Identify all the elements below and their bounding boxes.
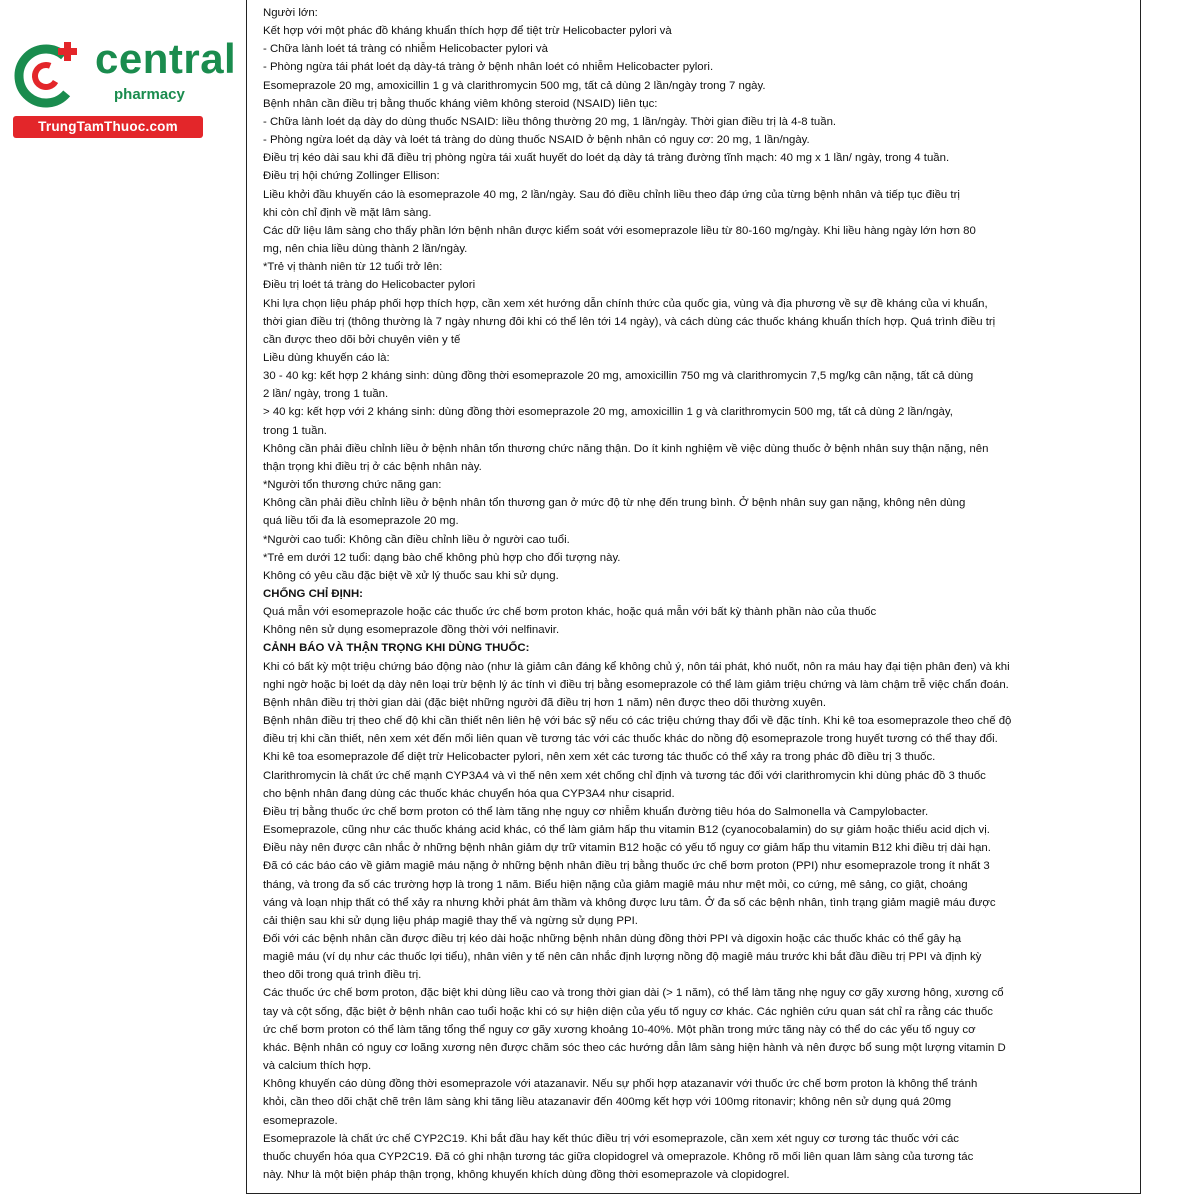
text-line: thuốc chuyển hóa qua CYP2C19. Đã có ghi nhận tương tác giữa clopidogrel và omeprazole. Không rõ mối liên quan lâm sàng của tương tác	[263, 1150, 974, 1163]
text-line: Không cần phải điều chỉnh liều ở bệnh nhân tổn thương chức năng thận. Do ít kinh nghiệm về việc dùng thuốc ở bệnh nhân suy thận nặng, nên	[263, 442, 989, 455]
text-line: Điều trị hội chứng Zollinger Ellison:	[263, 170, 440, 183]
text-line: cho bệnh nhân đang dùng các thuốc khác chuyển hóa qua CYP3A4 như cisaprid.	[263, 787, 675, 800]
text-line: Liều dùng khuyến cáo là:	[263, 351, 390, 364]
text-line: magiê máu (ví dụ như các thuốc lợi tiểu), nhân viên y tế nên cân nhắc định lượng nồng độ magiê máu trước khi bắt đầu điều trị PPI và định kỳ	[263, 951, 982, 964]
text-line: Liều khởi đầu khuyến cáo là esomeprazole 40 mg, 2 lần/ngày. Sau đó điều chỉnh liều theo đáp ứng của từng bệnh nhân và tiếp tục điều trị	[263, 188, 960, 201]
text-line: Khi có bất kỳ một triệu chứng báo động nào (như là giảm cân đáng kể không chủ ý, nôn tái phát, khó nuốt, nôn ra máu hay đại tiện phân đen) và khi	[263, 660, 1010, 673]
text-line: 2 lần/ ngày, trong 1 tuần.	[263, 388, 389, 401]
text-line: Khi kê toa esomeprazole để diệt trừ Helicobacter pylori, nên xem xét các tương tác thuốc có thể xảy ra trong phác đồ điều trị 3 thuốc.	[263, 751, 936, 764]
text-line: thận trọng khi điều trị ở các bệnh nhân này.	[263, 460, 482, 473]
text-line: *Người cao tuổi: Không cần điều chỉnh liều ở người cao tuổi.	[263, 533, 570, 546]
text-line: Không khuyến cáo dùng đồng thời esomeprazole với atazanavir. Nếu sự phối hợp atazanavir với thuốc ức chế bơm proton là không thể tránh	[263, 1078, 978, 1091]
text-line: - Phòng ngừa tái phát loét dạ dày-tá tràng ở bệnh nhân loét có nhiễm Helicobacter pylori.	[263, 61, 714, 74]
text-line: khi còn chỉ định về mặt lâm sàng.	[263, 206, 432, 219]
text-line: Điều trị loét tá tràng do Helicobacter pylori	[263, 279, 476, 292]
section-heading: CẢNH BÁO VÀ THẬN TRỌNG KHI DÙNG THUỐC:	[263, 642, 530, 655]
text-line: Các dữ liệu lâm sàng cho thấy phần lớn bệnh nhân được kiểm soát với esomeprazole liều từ 80-160 mg/ngày. Khi liều hàng ngày lớn hơn 80	[263, 224, 976, 237]
section-heading: CHỐNG CHỈ ĐỊNH:	[263, 588, 363, 600]
text-line: mg, nên chia liều dùng thành 2 lần/ngày.	[263, 243, 468, 256]
text-line: *Trẻ vị thành niên từ 12 tuổi trở lên:	[263, 261, 443, 274]
text-line: và calcium thích hợp.	[263, 1060, 372, 1073]
text-line: Bệnh nhân điều trị thời gian dài (đặc biệt những người đã điều trị hơn 1 năm) nên được theo dõi thường xuyên.	[263, 696, 827, 709]
central-pharmacy-logo	[10, 35, 237, 136]
leaflet-page	[246, 0, 1141, 1194]
text-line: Không có yêu cầu đặc biệt về xử lý thuốc sau khi sử dụng.	[263, 569, 559, 582]
text-line: Đã có các báo cáo về giảm magiê máu nặng ở những bệnh nhân điều trị bằng thuốc ức chế bơm proton (PPI) như esomeprazole trong ít nhất 3	[263, 860, 990, 873]
text-line: Clarithromycin là chất ức chế mạnh CYP3A4 và vì thế nên xem xét chống chỉ định và tương tác đối với clarithromycin khi dùng phác đồ 3 thuốc	[263, 769, 986, 782]
text-line: esomeprazole.	[263, 1114, 338, 1127]
text-line: thời gian điều trị (thông thường là 7 ngày nhưng đôi khi có thể lên tới 14 ngày), và cách dùng các thuốc kháng khuẩn thích hợp. Quá trình điều trị	[263, 315, 996, 328]
text-line: quá liều tối đa là esomeprazole 20 mg.	[263, 515, 459, 528]
text-line: điều trị khi cần thiết, nên xem xét đến mối liên quan về tương tác với các thuốc khác do nồng độ esomeprazole trong huyết tương có thể thay đổi.	[263, 733, 998, 746]
text-line: Kết hợp với một phác đồ kháng khuẩn thích hợp để tiệt trừ Helicobacter pylori và	[263, 25, 672, 38]
logo-website: TrungTamThuoc.com	[13, 116, 203, 138]
text-line: theo dõi trong quá trình điều trị.	[263, 969, 422, 982]
text-line: này. Như là một biện pháp thận trọng, không khuyến khích dùng đồng thời esomeprazole và clopidogrel.	[263, 1169, 790, 1181]
text-line: khác. Bệnh nhân có nguy cơ loãng xương nên được chăm sóc theo các hướng dẫn lâm sàng hiện hành và nên được bổ sung một lượng vitamin D	[263, 1041, 1006, 1054]
text-line: trong 1 tuần.	[263, 424, 327, 437]
text-line: tay và cột sống, đặc biệt ở bệnh nhân cao tuổi hoặc khi có sự hiện diện của yếu tố nguy cơ khác. Các nghiên cứu quan sát chỉ ra rằng các thuốc	[263, 1005, 993, 1018]
text-line: váng và loạn nhịp thất có thể xảy ra nhưng khởi phát âm thầm và không được lưu tâm. Ở đa số các bệnh nhân, tình trạng giảm magiê máu được	[263, 896, 996, 909]
text-line: Điều trị bằng thuốc ức chế bơm proton có thể làm tăng nhẹ nguy cơ nhiễm khuẩn đường tiêu hóa do Salmonella và Campylobacter.	[263, 805, 929, 818]
text-line: cần được theo dõi bởi chuyên viên y tế	[263, 333, 461, 346]
text-line: tháng, và trong đa số các trường hợp là trong 1 năm. Biểu hiện nặng của giảm magiê máu như mệt mỏi, co cứng, mê sảng, co giật, choáng	[263, 878, 968, 891]
text-line: - Chữa lành loét tá tràng có nhiễm Helicobacter pylori và	[263, 43, 548, 56]
text-line: nghi ngờ hoặc bị loét dạ dày nên loại trừ bệnh lý ác tính vì điều trị bằng esomeprazole có thể làm giảm triệu chứng và làm chậm trễ việc chẩn đoán.	[263, 678, 1009, 691]
text-line: - Chữa lành loét dạ dày do dùng thuốc NSAID: liều thông thường 20 mg, 1 lần/ngày. Thời gian điều trị là 4-8 tuần.	[263, 115, 837, 128]
text-line: Điều trị kéo dài sau khi đã điều trị phòng ngừa tái xuất huyết do loét dạ dày tá tràng đường tĩnh mạch: 40 mg x 1 lần/ ngày, trong 4 tuần.	[263, 152, 950, 165]
text-line: Không cần phải điều chỉnh liều ở bệnh nhân tổn thương gan ở mức độ từ nhẹ đến trung bình. Ở bệnh nhân suy gan nặng, không nên dùng	[263, 497, 966, 510]
text-line: > 40 kg: kết hợp với 2 kháng sinh: dùng đồng thời esomeprazole 20 mg, amoxicillin 1 g và clarithromycin 500 mg, tất cả dùng 2 lần/ngày,	[263, 406, 953, 419]
text-line: cải thiện sau khi sử dụng liệu pháp magiê thay thế và ngừng sử dụng PPI.	[263, 914, 638, 927]
text-line: Bệnh nhân điều trị theo chế độ khi cần thiết nên liên hệ với bác sỹ nếu có các triệu chứng thay đổi về đặc tính. Khi kê toa esomeprazole theo chế độ	[263, 715, 1012, 728]
text-line: Esomeprazole, cũng như các thuốc kháng acid khác, có thể làm giảm hấp thu vitamin B12 (cyanocobalamin) do sự giảm hoặc thiếu acid dịch vị.	[263, 824, 990, 837]
text-line: khỏi, cần theo dõi chặt chẽ trên lâm sàng khi tăng liều atazanavir đến 400mg kết hợp với 100mg ritonavir; không nên sử dụng quá 20mg	[263, 1096, 952, 1109]
text-line: Các thuốc ức chế bơm proton, đặc biệt khi dùng liều cao và trong thời gian dài (> 1 năm), có thể làm tăng nhẹ nguy cơ gãy xương hông, xương cổ	[263, 987, 1004, 1000]
text-line: Không nên sử dụng esomeprazole đồng thời với nelfinavir.	[263, 624, 560, 637]
text-line: Người lớn:	[263, 7, 318, 19]
text-line: Điều này nên được cân nhắc ở những bệnh nhân giảm dự trữ vitamin B12 hoặc có yếu tố nguy cơ giảm hấp thu vitamin B12 khi điều trị dài hạn.	[263, 842, 991, 855]
text-line: Esomeprazole là chất ức chế CYP2C19. Khi bắt đầu hay kết thúc điều trị với esomeprazole, cần xem xét nguy cơ tương tác thuốc với các	[263, 1132, 960, 1145]
pharmacy-cross-icon	[12, 38, 84, 110]
text-line: Khi lựa chọn liệu pháp phối hợp thích hợp, cần xem xét hướng dẫn chính thức của quốc gia, vùng và địa phương về sự đề kháng của vi khuẩn,	[263, 297, 988, 310]
text-line: Esomeprazole 20 mg, amoxicillin 1 g và clarithromycin 500 mg, tất cả dùng 2 lần/ngày trong 7 ngày.	[263, 79, 766, 92]
logo-tagline: pharmacy	[114, 86, 185, 103]
text-line: *Người tổn thương chức năng gan:	[263, 479, 442, 492]
text-line: *Trẻ em dưới 12 tuổi: dạng bào chế không phù hợp cho đối tượng này.	[263, 551, 621, 564]
text-line: Quá mẫn với esomeprazole hoặc các thuốc ức chế bơm proton khác, hoặc quá mẫn với bất kỳ thành phần nào của thuốc	[263, 606, 877, 619]
logo-name: central	[95, 35, 237, 82]
text-line: ức chế bơm proton có thể làm tăng tổng thể nguy cơ gãy xương khoảng 10-40%. Một phần trong mức tăng này có thể do các yếu tố nguy cơ	[263, 1023, 976, 1036]
text-line: Đối với các bệnh nhân cần được điều trị kéo dài hoặc những bệnh nhân dùng đồng thời PPI và digoxin hoặc các thuốc khác có thể gây hạ	[263, 932, 962, 945]
text-line: 30 - 40 kg: kết hợp 2 kháng sinh: dùng đồng thời esomeprazole 20 mg, amoxicillin 750 mg và clarithromycin 7,5 mg/kg cân nặng, tất cả dùng	[263, 370, 974, 383]
text-line: Bệnh nhân cần điều trị bằng thuốc kháng viêm không steroid (NSAID) liên tục:	[263, 97, 658, 110]
text-line: - Phòng ngừa loét dạ dày và loét tá tràng do dùng thuốc NSAID ở bệnh nhân có nguy cơ: 20 mg, 1 lần/ngày.	[263, 134, 810, 147]
